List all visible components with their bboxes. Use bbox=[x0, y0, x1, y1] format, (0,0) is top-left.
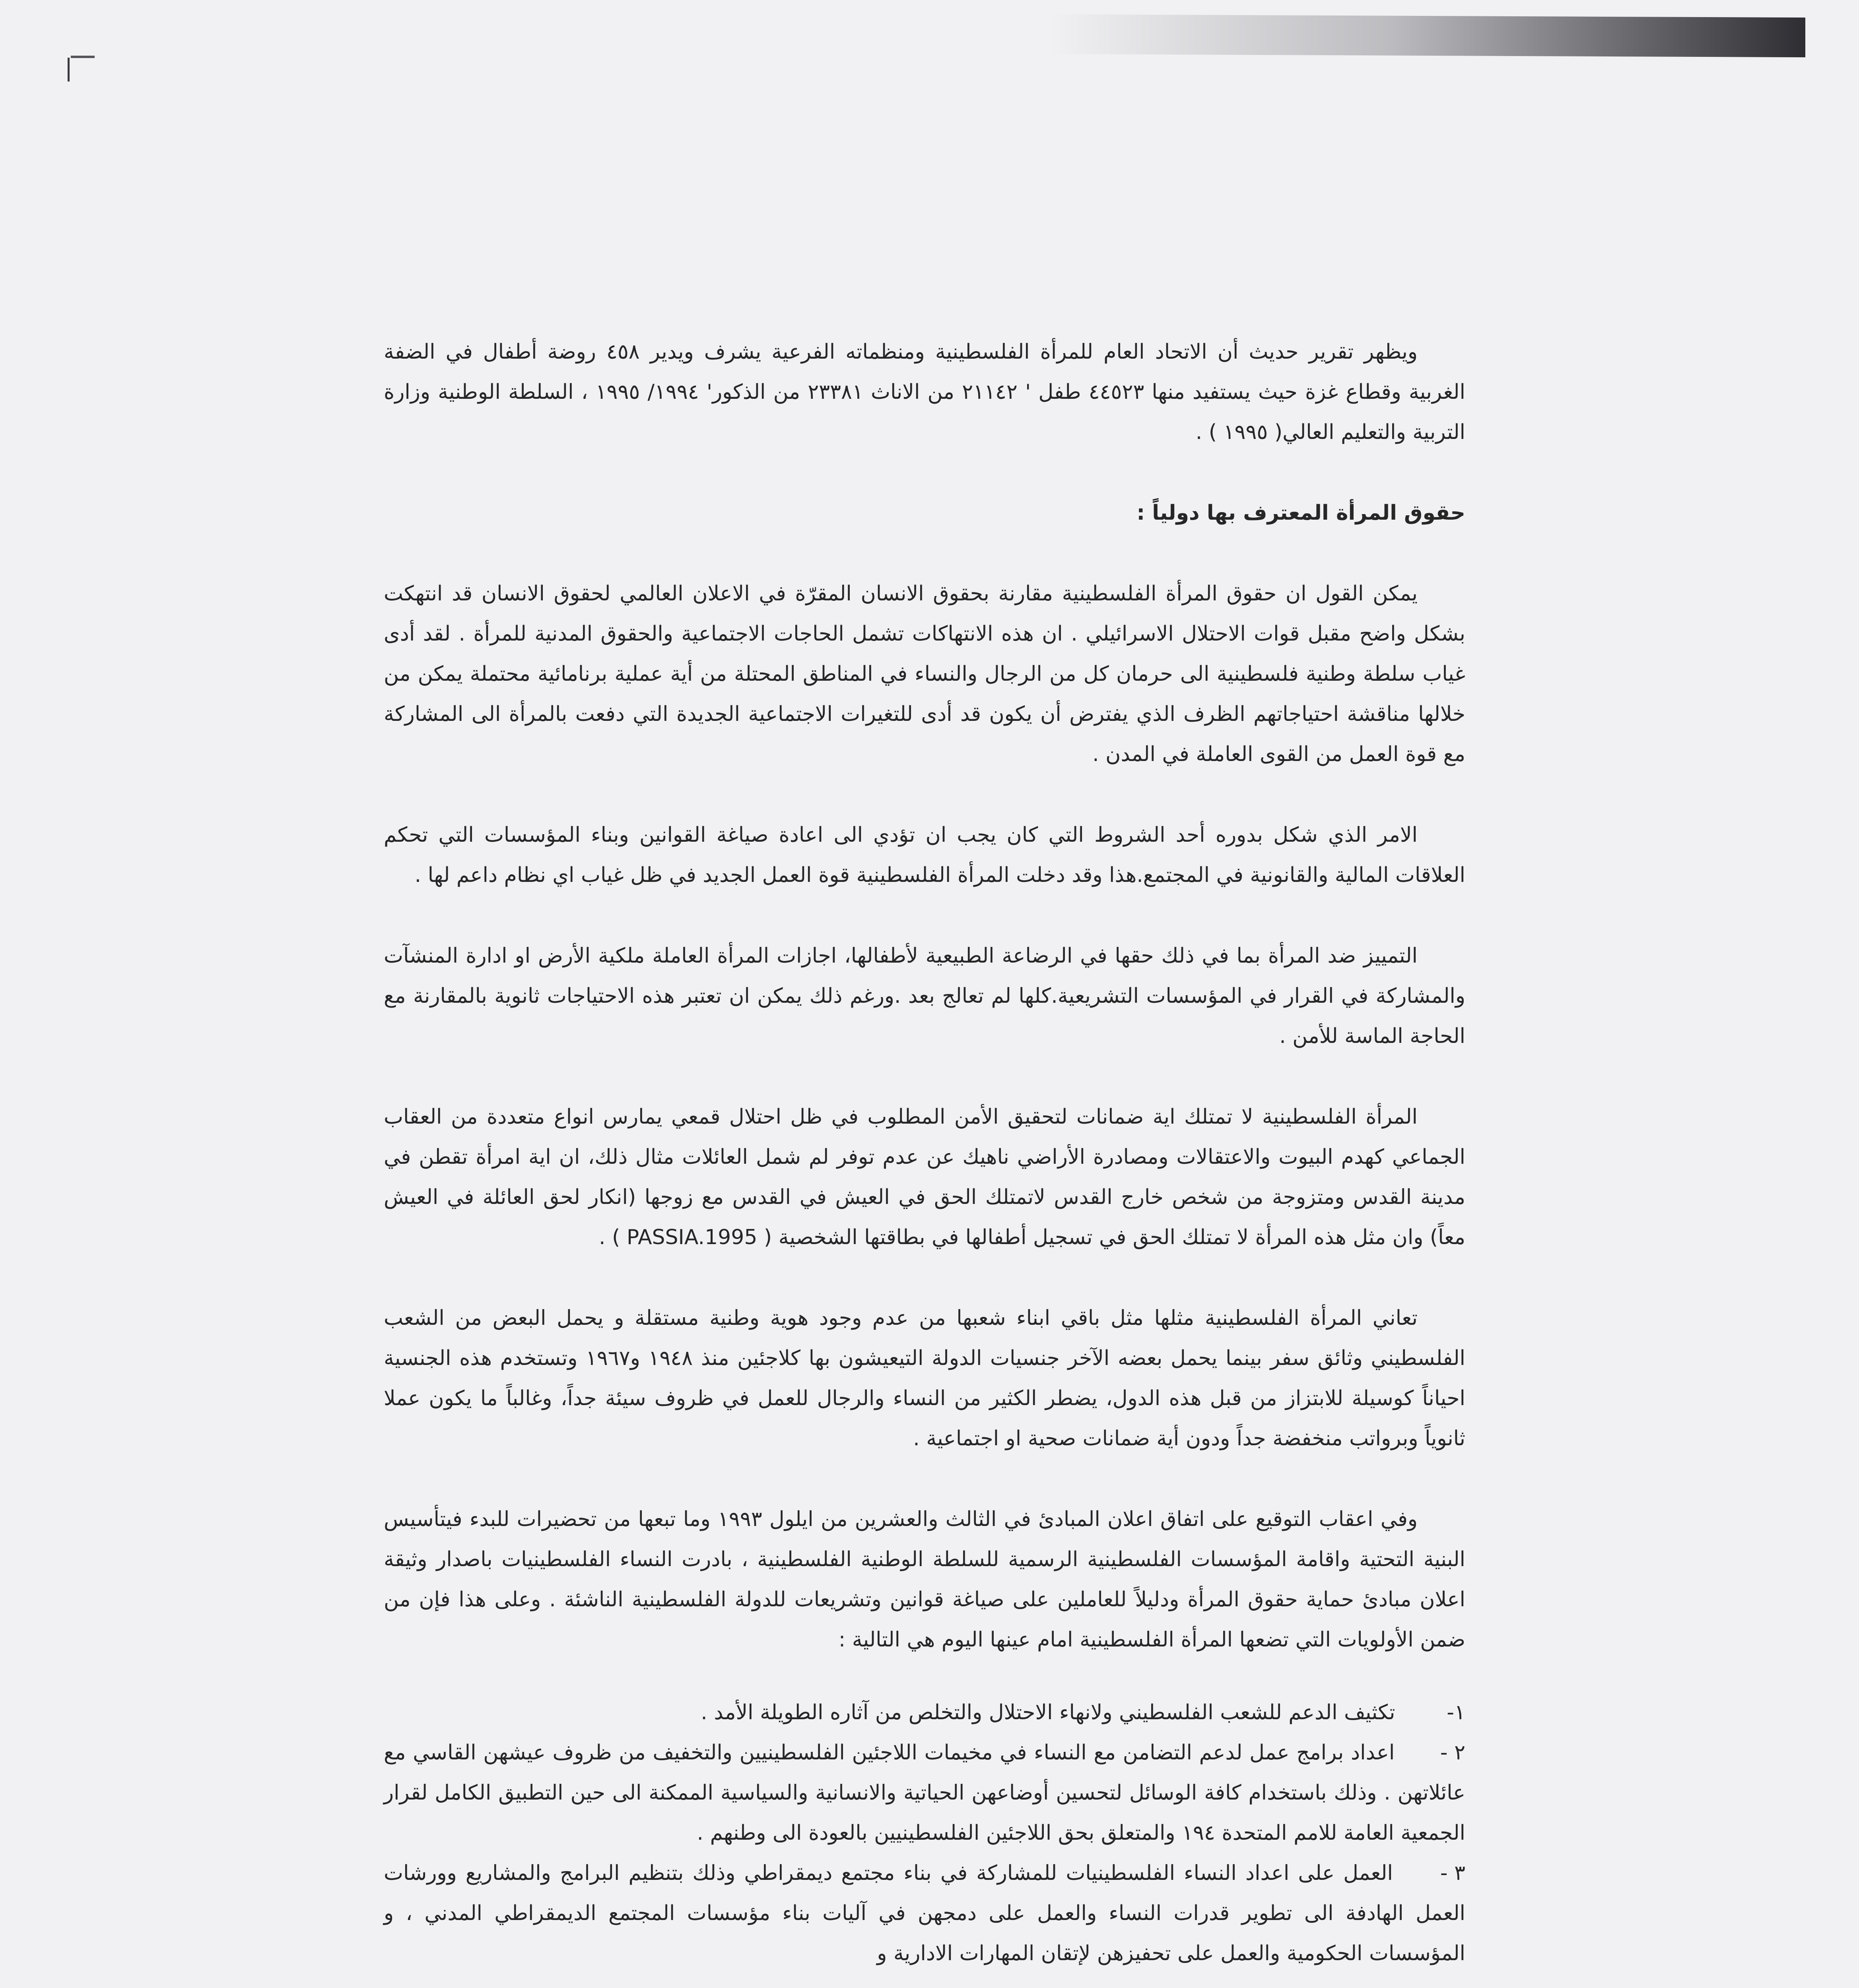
scan-shadow bbox=[1050, 14, 1805, 57]
list-item-number: ١- bbox=[1447, 1701, 1465, 1724]
section-heading: حقوق المرأة المعترف بها دولياً : bbox=[1136, 501, 1465, 525]
list-item bbox=[384, 1733, 1465, 1853]
paragraph-discrimination: التمييز ضد المرأة بما في ذلك حقها في الرضاعة الطبيعية لأطفالها، اجازات المرأة العاملة ملكية الأرض او ادارة المنشآت والمشاركة في القرار في المؤسسات التشريعية.كلها لم تعالج بعد .ورغم ذلك يمكن ان تعتبر هذه الاحتياجات ثانوية بالمقارنة مع الحاجة الماسة للأمن . bbox=[384, 944, 1465, 1048]
paragraph-rights-violations: يمكن القول ان حقوق المرأة الفلسطينية مقارنة بحقوق الانسان المقرّة في الاعلان العالمي لحقوق الانسان قد انتهكت بشكل واضح مقبل قوات الاحتلال الاسرائيلي . ان هذه الانتهاكات تشمل الحاجات الاجتماعية والحقوق المدنية للمرأة . لقد أدى غياب سلطة وطنية فلسطينية الى حرمان كل من الرجال والنساء في المناطق المحتلة من أية عملية برنامائية محتملة يمكن من خلالها مناقشة احتياجاتهم الظرف الذي يفترض أن يكون قد أدى للتغيرات الاجتماعية الجديدة التي دفعت بالمرأة الى المشاركة مع قوة العمل من القوى العاملة في المدن . bbox=[384, 582, 1465, 766]
document-body bbox=[384, 332, 1465, 1974]
list-item-text: تكثيف الدعم للشعب الفلسطيني ولانهاء الاحتلال والتخلص من آثاره الطويلة الأمد . bbox=[701, 1701, 1395, 1724]
scan-edge-mark bbox=[68, 58, 70, 82]
list-item-text: اعداد برامج عمل لدعم التضامن مع النساء في مخيمات اللاجئين الفلسطينيين والتخفيف من ظروف عيشهن القاسي مع عائلاتهن . وذلك باستخدام كافة الوسائل لتحسين أوضاعهن الحياتية والانسانية والسياسية الممكنة الى حين التطبيق الكامل لقرار الجمعية العامة للامم المتحدة ١٩٤ والمتعلق بحق اللاجئين الفلسطينيين بالعودة الى وطنهم . bbox=[384, 1741, 1465, 1845]
priorities-list bbox=[384, 1693, 1465, 1974]
list-item-number: ٢ - bbox=[1440, 1741, 1466, 1765]
paragraph-national-identity: تعاني المرأة الفلسطينية مثلها مثل باقي ابناء شعبها من عدم وجود هوية وطنية مستقلة و يحمل البعض من الشعب الفلسطيني وثائق سفر بينما يحمل بعضه الآخر جنسيات الدولة التيعيشون بها كلاجئين منذ ١٩٤٨ و١٩٦٧ وتستخدم هذه الجنسية احياناً كوسيلة للابتزاز من قبل هذه الدول، يضطر الكثير من النساء والرجال للعمل في ظروف سيئة جداً، وغالباً ما يكون عملا ثانوياً وبرواتب منخفضة جداً ودون أية ضمانات صحية او اجتماعية . bbox=[384, 1306, 1466, 1450]
paragraph-declaration-of-principles: وفي اعقاب التوقيع على اتفاق اعلان المبادئ في الثالث والعشرين من ايلول ١٩٩٣ وما تبعها من تحضيرات للبدء فيتأسيس البنية التحتية واقامة المؤسسات الفلسطينية الرسمية للسلطة الوطنية الفلسطينية ، بادرت النساء الفلسطينيات باصدار وثيقة اعلان مبادئ حماية حقوق المرأة ودليلاً للعاملين على صياغة قوانين وتشريعات للدولة الفلسطينية الناشئة . وعلى هذا فإن من ضمن الأولويات التي تضعها المرأة الفلسطينية امام عينها اليوم هي التالية : bbox=[384, 1507, 1465, 1652]
list-item-text: العمل على اعداد النساء الفلسطينيات للمشاركة في بناء مجتمع ديمقراطي وذلك بتنظيم البرامج والمشاريع وورشات العمل الهادفة الى تطوير قدرات النساء والعمل على دمجهن في آليات بناء مؤسسات المجتمع الديمقراطي المدني ، و المؤسسات الحكومية والعمل على تحفيزهن لإتقان المهارات الادارية و bbox=[384, 1861, 1465, 1965]
list-item bbox=[384, 1853, 1465, 1974]
paragraph-security: المرأة الفلسطينية لا تمتلك اية ضمانات لتحقيق الأمن المطلوب في ظل احتلال قمعي يمارس انواع متعددة من العقاب الجماعي كهدم البيوت والاعتقالات ومصادرة الأراضي ناهيك عن عدم توفر لم شمل العائلات مثال ذلك، ان اية امرأة تقطن في مدينة القدس ومتزوجة من شخص خارج القدس لاتمتلك الحق في العيش في القدس مع زوجها (انكار لحق العائلة في العيش معاً) وان مثل هذه المرأة لا تمتلك الحق في تسجيل أطفالها في بطاقتها الشخصية ( PASSIA.1995 ) . bbox=[384, 1105, 1465, 1249]
list-item bbox=[384, 1693, 1465, 1733]
paragraph-kindergartens: ويظهر تقرير حديث أن الاتحاد العام للمرأة الفلسطينية ومنظماته الفرعية يشرف ويدير ٤٥٨ روضة أطفال في الضفة الغربية وقطاع غزة حيث يستفيد منها ٤٤٥٢٣ طفل ' ٢١١٤٢ من الاناث ٢٣٣٨١ من الذكور' ١٩٩٤/ ١٩٩٥ ، السلطة الوطنية وزارة التربية والتعليم العالي( ١٩٩٥ ) . bbox=[384, 340, 1465, 444]
scan-edge-tick bbox=[71, 56, 95, 58]
list-item-number: ٣ - bbox=[1440, 1861, 1466, 1885]
paragraph-legal-reform: الامر الذي شكل بدوره أحد الشروط التي كان يجب ان تؤدي الى اعادة صياغة القوانين وبناء المؤسسات التي تحكم العلاقات المالية والقانونية في المجتمع.هذا وقد دخلت المرأة الفلسطينية قوة العمل الجديد في ظل غياب اي نظام داعم لها . bbox=[384, 823, 1465, 887]
